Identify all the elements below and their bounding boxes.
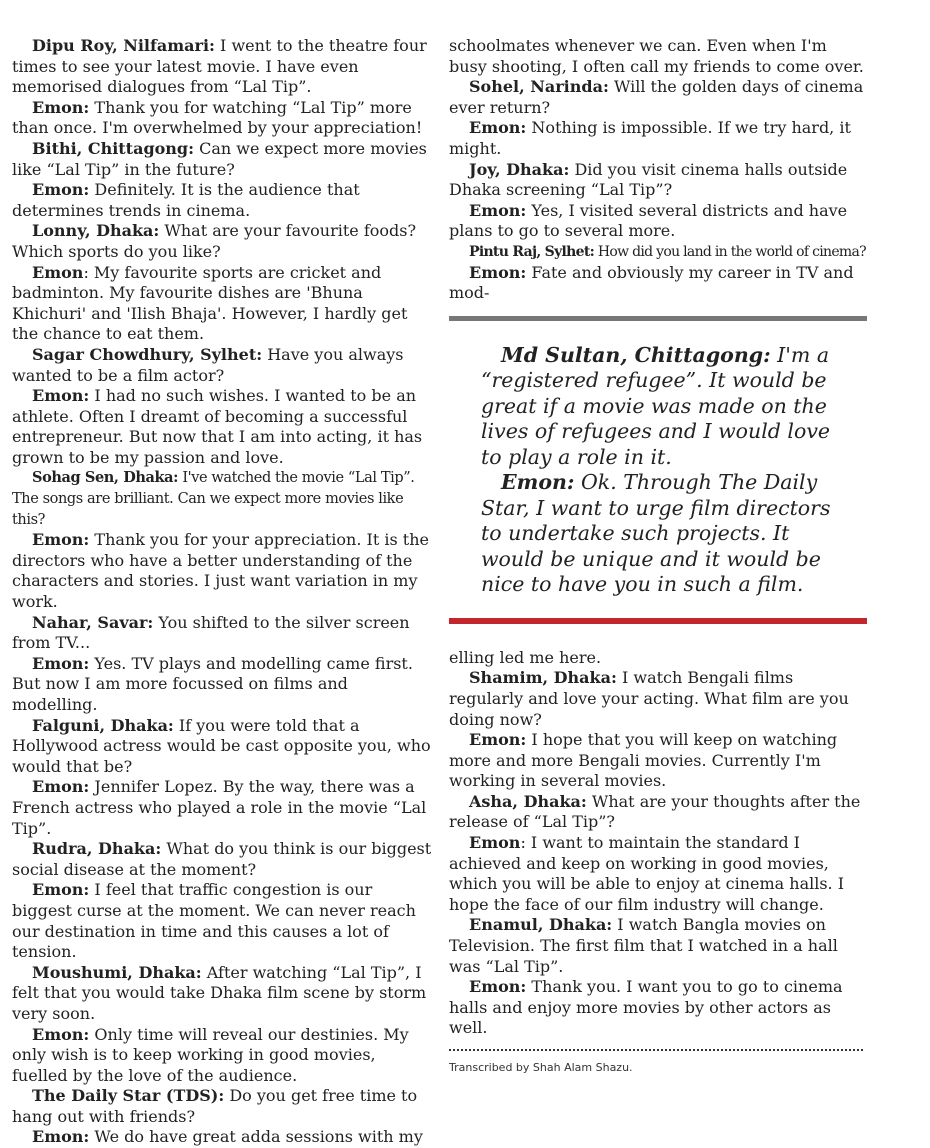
- paragraph-text: Yes. TV plays and modelling came first. But now I am more focussed on films and modelling.: [12, 653, 413, 714]
- speaker-name: Emon:: [32, 97, 90, 117]
- qa-paragraph: [12, 221, 432, 262]
- speaker-name: Emon:: [32, 386, 90, 406]
- right-column-top: [449, 36, 867, 304]
- paragraph-text: Thank you for watching “Lal Tip” more than once. I'm overwhelmed by your appreciation!: [12, 97, 423, 138]
- paragraph-text: After watching “Lal Tip”, I felt that you would take Dhaka film scene by storm very soon.: [12, 962, 427, 1023]
- dotted-divider: [449, 1043, 863, 1051]
- speaker-name: Emon: [32, 262, 84, 282]
- qa-paragraph: [449, 730, 867, 792]
- paragraph-text: You shifted to the silver screen from TV...: [12, 612, 410, 653]
- speaker-name: Emon:: [32, 653, 90, 673]
- pull-quote: [481, 343, 837, 598]
- speaker-name: Emon:: [32, 880, 90, 900]
- speaker-name: Emon: [469, 833, 521, 853]
- paragraph-text: Thank you for your appreciation. It is the directors who have a better understanding of the characters and stories. I just want variation in my work.: [12, 530, 429, 612]
- paragraph-text: I'm a “registered refugee”. It would be great if a movie was made on the lives of refugees and I would love to play a role in it.: [481, 342, 831, 469]
- qa-paragraph: [12, 1025, 432, 1087]
- qa-paragraph: [12, 139, 432, 180]
- paragraph-text: I went to the theatre four times to see your latest movie. I have even memorised dialogues from “Lal Tip”.: [12, 36, 427, 97]
- paragraph-text: Will the golden days of cinema ever return?: [449, 77, 864, 117]
- speaker-name: Moushumi, Dhaka:: [32, 962, 202, 982]
- speaker-name: Sagar Chowdhury, Sylhet:: [32, 344, 263, 364]
- qa-paragraph: [12, 530, 432, 612]
- paragraph-text: What are your thoughts after the release of “Lal Tip”?: [449, 791, 861, 832]
- paragraph-text: We do have great adda sessions with my: [89, 1127, 423, 1147]
- speaker-name: Sohag Sen, Dhaka:: [32, 469, 179, 487]
- qa-paragraph: [12, 716, 432, 778]
- paragraph-text: I hope that you will keep on watching more and more Bengali movies. Currently I'm working in several movies.: [449, 730, 838, 791]
- speaker-name: Emon:: [469, 200, 527, 220]
- paragraph-text: Have you always wanted to be a film actor?: [12, 344, 404, 385]
- speaker-name: Emon:: [32, 777, 90, 797]
- paragraph-text: Can we expect more movies like “Lal Tip” in the future?: [12, 138, 427, 179]
- paragraph-text: I've watched the movie “Lal Tip”. The songs are brilliant. Can we expect more movies like this?: [12, 470, 415, 528]
- paragraph-text: I feel that traffic congestion is our biggest curse at the moment. We can never reach our destination in time and this causes a lot of tension.: [12, 880, 416, 962]
- speaker-name: Lonny, Dhaka:: [32, 221, 160, 241]
- paragraph-text: If you were told that a Hollywood actress would be cast opposite you, who would that be?: [12, 715, 431, 776]
- qa-paragraph: [449, 648, 867, 669]
- speaker-name: Emon:: [32, 1127, 90, 1147]
- paragraph-text: How did you land in the world of cinema?: [594, 243, 866, 260]
- speaker-name: Emon:: [469, 730, 527, 750]
- qa-paragraph: [449, 118, 867, 159]
- speaker-name: Emon:: [32, 1024, 90, 1044]
- qa-paragraph: [449, 77, 867, 118]
- paragraph-text: Thank you. I want you to go to cinema halls and enjoy more movies by other actors as well.: [449, 977, 843, 1038]
- paragraph-text: Nothing is impossible. If we try hard, it might.: [449, 118, 851, 158]
- qa-paragraph: [12, 386, 432, 468]
- qa-paragraph: [12, 263, 432, 345]
- qa-paragraph: [12, 613, 432, 654]
- paragraph-text: Did you visit cinema halls outside Dhaka screening “Lal Tip”?: [449, 159, 848, 200]
- qa-paragraph: [12, 36, 432, 98]
- qa-paragraph: [449, 833, 867, 915]
- qa-paragraph: [449, 36, 867, 77]
- paragraph-text: I watch Bangla movies on Television. The first film that I watched in a hall was “Lal Tip”.: [449, 915, 838, 976]
- qa-paragraph: [12, 839, 432, 880]
- right-column-bottom: [449, 648, 867, 1039]
- speaker-name: Emon:: [32, 180, 90, 200]
- qa-paragraph: [481, 470, 837, 598]
- paragraph-text: Do you get free time to hang out with friends?: [12, 1086, 418, 1126]
- paragraph-text: What do you think is our biggest social disease at the moment?: [12, 839, 432, 879]
- speaker-name: Shamim, Dhaka:: [469, 668, 617, 688]
- speaker-name: Asha, Dhaka:: [469, 791, 587, 811]
- right-column: [449, 36, 867, 1079]
- speaker-name: Nahar, Savar:: [32, 612, 154, 632]
- paragraph-text: I watch Bengali films regularly and love your acting. What film are you doing now?: [449, 668, 849, 729]
- qa-paragraph: [449, 201, 867, 242]
- qa-paragraph: [449, 263, 867, 304]
- paragraph-text: Definitely. It is the audience that determines trends in cinema.: [12, 180, 360, 220]
- speaker-name: Pintu Raj, Sylhet:: [469, 243, 595, 260]
- speaker-name: Emon:: [501, 470, 575, 495]
- qa-paragraph: [12, 468, 432, 530]
- qa-paragraph: [12, 880, 432, 962]
- speaker-name: Dipu Roy, Nilfamari:: [32, 36, 215, 55]
- speaker-name: Emon:: [469, 118, 527, 138]
- speaker-name: Joy, Dhaka:: [469, 159, 570, 179]
- left-column: [12, 36, 432, 1148]
- qa-paragraph: [449, 977, 867, 1039]
- paragraph-text: schoolmates whenever we can. Even when I'm busy shooting, I often call my friends to come over.: [449, 36, 864, 76]
- paragraph-text: Yes, I visited several districts and have plans to go to several more.: [449, 200, 848, 241]
- speaker-name: Emon:: [469, 262, 527, 282]
- gray-divider: [449, 316, 867, 321]
- paragraph-text: I had no such wishes. I wanted to be an athlete. Often I dreamt of becoming a successful entrepreneur. But now that I am into acting, it has grown to be my passion and love.: [12, 386, 423, 467]
- red-divider: [449, 618, 867, 624]
- transcription-credit: Transcribed by Shah Alam Shazu.: [449, 1061, 633, 1074]
- speaker-name: Rudra, Dhaka:: [32, 839, 162, 859]
- speaker-name: Enamul, Dhaka:: [469, 915, 613, 935]
- speaker-name: Emon:: [469, 977, 527, 997]
- speaker-name: Emon:: [32, 530, 90, 550]
- qa-paragraph: [12, 654, 432, 716]
- speaker-name: Md Sultan, Chittagong:: [501, 342, 771, 367]
- qa-paragraph: [12, 1127, 432, 1148]
- qa-paragraph: [449, 915, 867, 977]
- paragraph-text: elling led me here.: [449, 647, 602, 667]
- qa-paragraph: [449, 668, 867, 730]
- qa-paragraph: [449, 792, 867, 833]
- qa-paragraph: [12, 777, 432, 839]
- qa-paragraph: [481, 343, 837, 471]
- speaker-name: The Daily Star (TDS):: [32, 1086, 225, 1106]
- speaker-name: Sohel, Narinda:: [469, 77, 609, 97]
- speaker-name: Bithi, Chittagong:: [32, 138, 195, 158]
- paragraph-text: What are your favourite foods? Which sports do you like?: [12, 221, 417, 261]
- paragraph-text: : My favourite sports are cricket and badminton. My favourite dishes are 'Bhuna Khichuri' and 'Ilish Bhaja'. However, I hardly get the chance to eat them.: [12, 262, 408, 344]
- paragraph-text: Jennifer Lopez. By the way, there was a French actress who played a role in the movie “Lal Tip”.: [12, 777, 427, 838]
- qa-paragraph: [12, 1086, 432, 1127]
- paragraph-text: Only time will reveal our destinies. My only wish is to keep working in good movies, fuelled by the love of the audience.: [12, 1024, 409, 1085]
- qa-paragraph: [449, 242, 867, 263]
- speaker-name: Falguni, Dhaka:: [32, 715, 174, 735]
- qa-paragraph: [449, 160, 867, 201]
- qa-paragraph: [12, 180, 432, 221]
- paragraph-text: : I want to maintain the standard I achieved and keep on working in good movies, which you will be able to enjoy at cinema halls. I hope the face of our film industry will change.: [449, 833, 845, 914]
- qa-paragraph: [12, 963, 432, 1025]
- paragraph-text: Fate and obviously my career in TV and mod-: [449, 262, 854, 303]
- paragraph-text: Ok. Through The Daily Star, I want to urge film directors to undertake such projects. It would be unique and it would be nice to have you in such a film.: [481, 470, 831, 597]
- qa-paragraph: [12, 98, 432, 139]
- qa-paragraph: [12, 345, 432, 386]
